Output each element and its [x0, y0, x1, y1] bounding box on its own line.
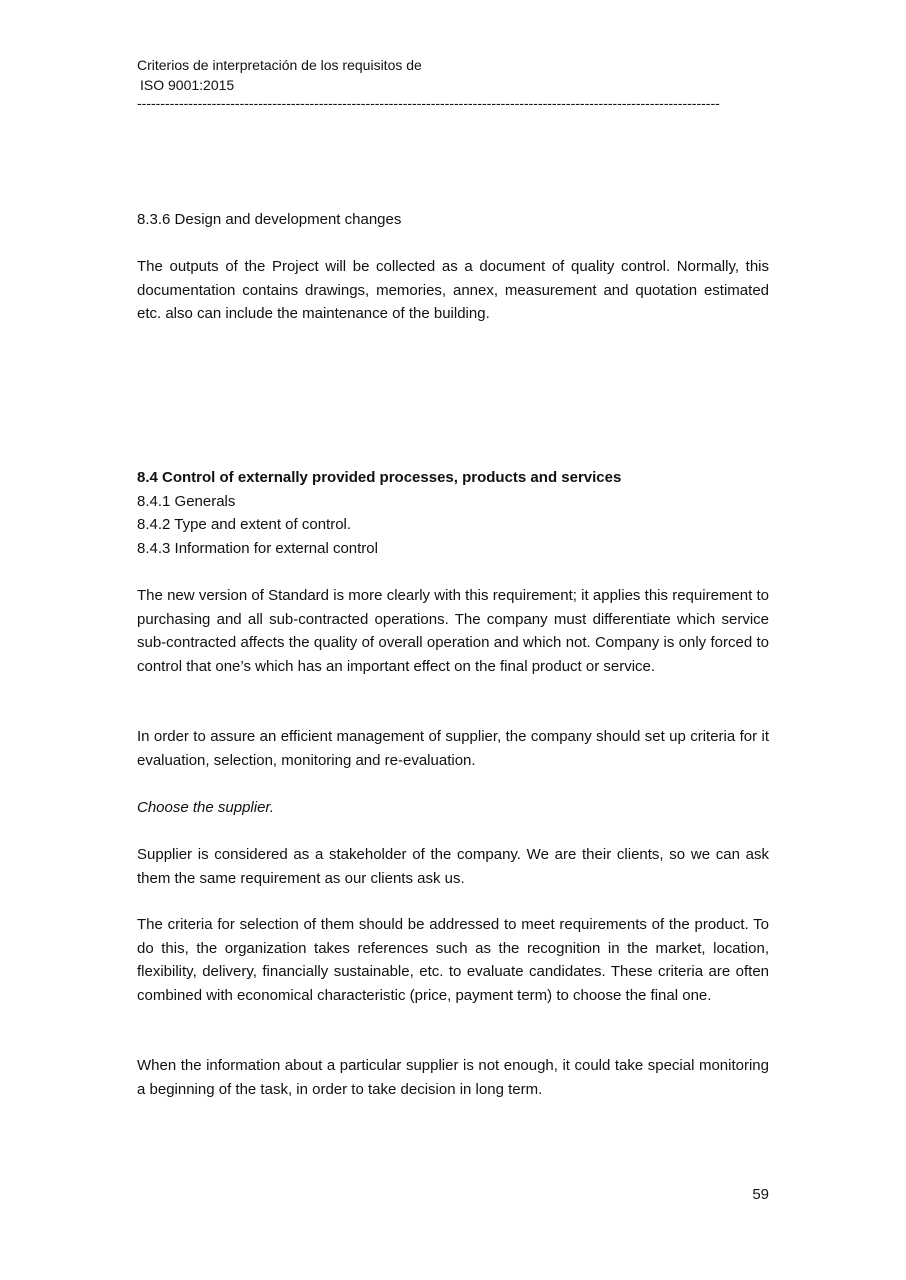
paragraph-stakeholder: Supplier is considered as a stakeholder of the company. We are their clients, so we can ask them the same requirement as our clients ask us.	[137, 846, 769, 887]
section-8-4-1: 8.4.1 Generals	[137, 492, 236, 510]
paragraph-efficient-management: In order to assure an efficient management of supplier, the company should set up criteria for it evaluation, selection, monitoring and re-evaluation.	[137, 728, 769, 769]
paragraph-new-version: The new version of Standard is more clearly with this requirement; it applies this requirement to purchasing and all sub-contracted operations. The company must differentiate which service sub-contracted affects the quality of overall operation and which not. Company is only forced to control that one’s which has an important effect on the final product or service.	[137, 587, 769, 675]
paragraph-block-3	[137, 843, 769, 890]
paragraph-outputs: The outputs of the Project will be collected as a document of quality control. Normally, this documentation contains drawings, memories, annex, measurement and quotation estimated etc. also can include the maintenance of the building.	[137, 258, 769, 322]
header-dashed-rule: -----------------------------------------------------------------------------------------------------------------------------	[137, 95, 720, 111]
paragraph-block-5	[137, 1054, 769, 1101]
subheading-choose-supplier: Choose the supplier.	[137, 799, 275, 816]
section-8-4	[137, 466, 769, 560]
subheading-block	[137, 796, 769, 820]
section-8-4-title: 8.4 Control of externally provided processes, products and services	[137, 469, 622, 486]
paragraph-selection-criteria: The criteria for selection of them should be addressed to meet requirements of the product. To do this, the organization takes references such as the recognition in the market, location, flexibility, delivery, financially sustainable, etc. to evaluate candidates. These criteria are often combined with economical characteristic (price, payment term) to choose the final one.	[137, 916, 769, 1004]
paragraph-block-4	[137, 913, 769, 1007]
section-8-3-6	[137, 208, 769, 232]
header-title-line2: ISO 9001:2015	[140, 77, 235, 93]
section-8-4-2: 8.4.2 Type and extent of control.	[137, 516, 352, 533]
page-number: 59	[752, 1186, 769, 1203]
section-8-3-6-body	[137, 255, 769, 326]
paragraph-block-1	[137, 584, 769, 678]
section-8-4-3: 8.4.3 Information for external control	[137, 539, 378, 557]
page-header	[137, 55, 769, 111]
paragraph-block-2	[137, 725, 769, 772]
header-title-line1: Criterios de interpretación de los requisitos de	[137, 57, 422, 73]
paragraph-information-not-enough: When the information about a particular supplier is not enough, it could take special monitoring a beginning of the task, in order to take decision in long term.	[137, 1057, 769, 1098]
section-8-3-6-title: 8.3.6 Design and development changes	[137, 211, 402, 228]
